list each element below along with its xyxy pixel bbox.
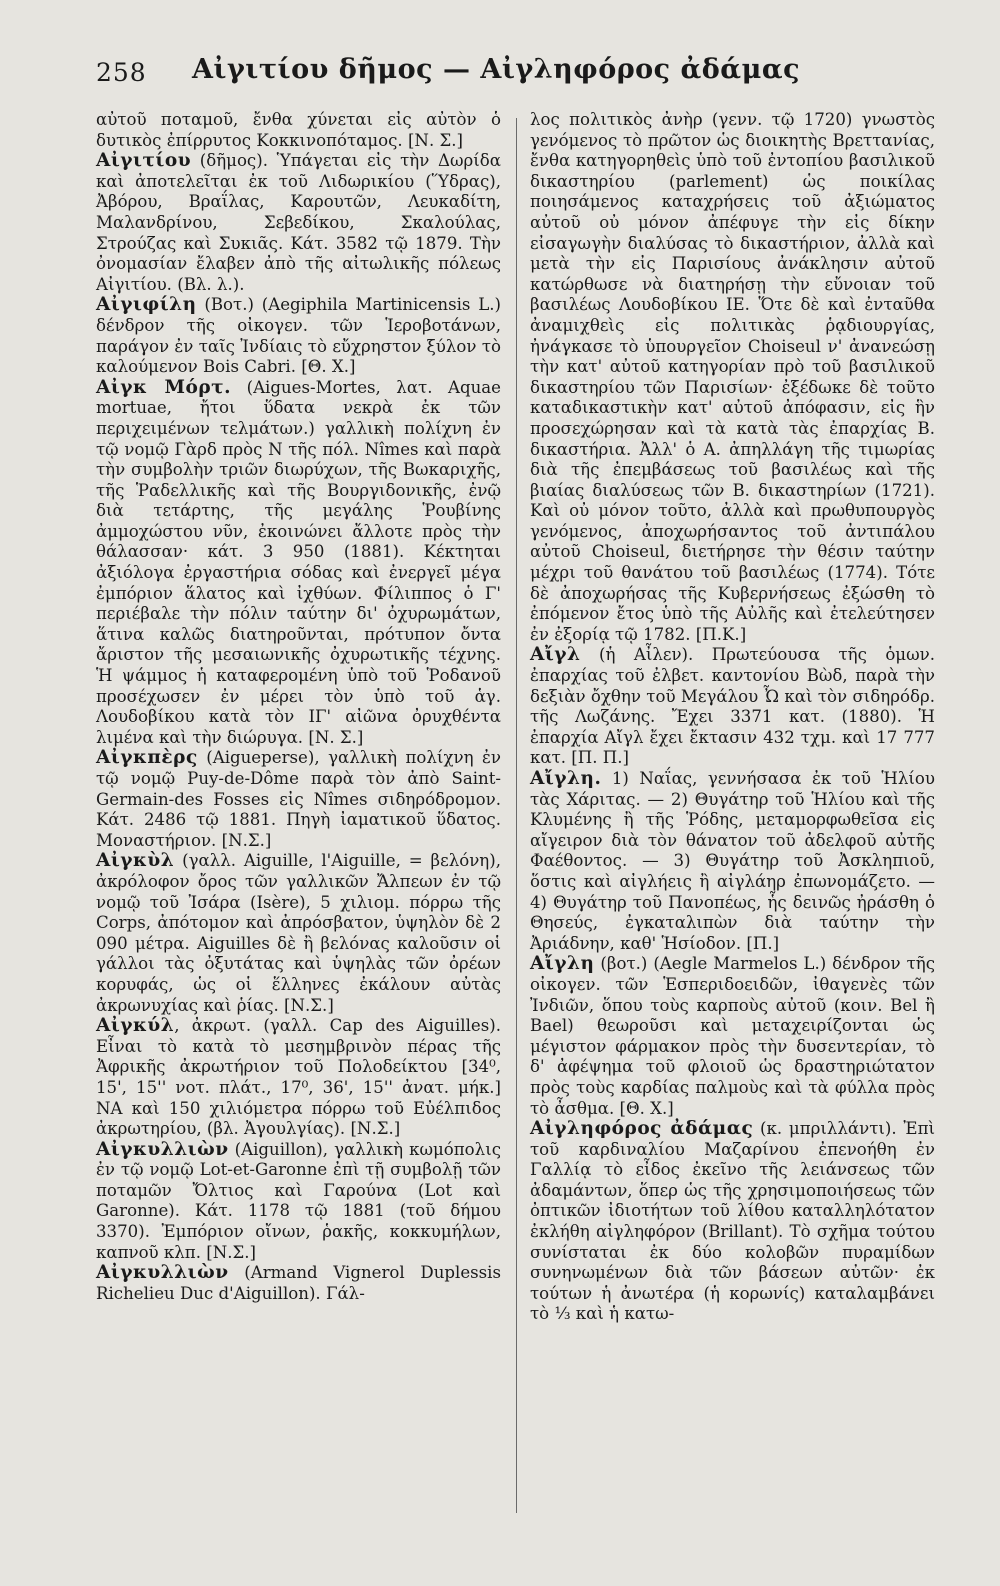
entry-lemma: Αἰγκυλλιὼν	[96, 1262, 229, 1284]
text-columns	[96, 110, 935, 1560]
entry-continuation-potamos	[96, 110, 501, 151]
entry-aigkyl-mountain	[96, 851, 501, 1016]
entry-lemma: Αἰγκπὲρς	[96, 747, 198, 769]
left-column	[96, 110, 501, 1304]
entry-text: (κ. μπριλλάντι). Ἐπὶ τοῦ καρδιναλίου Μαζαρίνου ἐπενοήθη ἐν Γαλλίᾳ τὸ εἶδος ἐκεῖνο τῆς λειάνσεως τῶν ἀδαμάντων, ὅπερ ὡς τῆς χρησιμοποιήσεως τῶν ὀπτικῶν ἰδιοτήτων τοῦ λίθου καταλληλότατον ἐκλήθη αἰγληφόρον (Brillant). Τὸ σχῆμα τούτου συνίσταται ἐκ δύο κολοβῶν πυραμίδων συνηνωμένων διὰ τῶν βάσεων αὐτῶν· ἐκ τούτων ἡ ἀνωτέρα (ἡ κορωνίς) καταλαμβάνει τὸ ⅓ καὶ ἡ κατω-	[530, 1119, 935, 1324]
entry-text: (Βοτ.) (Aegiphila Martinicensis L.) δένδρον τῆς οἰκογεν. τῶν Ἱεροβοτάνων, παράγον ἐν ταῖς Ἰνδίαις τὸ εὔχρηστον ξύλον τὸ καλούμενον Bois Cabri. [Θ. Χ.]	[96, 295, 501, 377]
entry-text: 1) Ναΐας, γεννήσασα ἐκ τοῦ Ἡλίου τὰς Χάριτας. — 2) Θυγάτηρ τοῦ Ἡλίου καὶ τῆς Κλυμένης ἢ τῆς Ῥόδης, μεταμορφωθεῖσα εἰς αἴγειρον διὰ τὸν θάνατον τοῦ ἀδελφοῦ αὐτῆς Φαέθοντος. — 3) Θυγάτηρ τοῦ Ἀσκληπιοῦ, ὅστις καὶ αἰγλήεις ἢ αἰγλάηρ ἐπωνομάζετο. — 4) Θυγάτηρ τοῦ Πανοπέως, ἧς δεινῶς ἠράσθη ὁ Θησεύς, ἐγκαταλιπὼν διὰ ταύτην τὴν Ἀριάδνην, καθ' Ἡσίοδον. [Π.]	[530, 769, 935, 953]
entry-lemma: Αἰγληφόρος ἀδάμας	[530, 1118, 754, 1140]
entry-lemma: Αἴγλ	[530, 644, 581, 666]
entry-lemma: Αἰγκύλ	[96, 1015, 175, 1037]
entry-aigifile	[96, 295, 501, 377]
running-title: Αἰγιτίου δῆμος — Αἰγληφόρος ἀδάμας	[191, 54, 801, 85]
entry-text: (Aigueperse), γαλλικὴ πολίχνη ἐν τῷ νομῷ Puy-de-Dôme παρὰ τὸν ἀπὸ Saint-Germain-des Fosses εἰς Nîmes σιδηρόδρομον. Κάτ. 2486 τῷ 1881. Πηγὴ ἰαματικοῦ ὕδατος. Μοναστήριον. [Ν.Σ.]	[96, 748, 501, 850]
entry-lemma: Αἰγιφίλη	[96, 294, 197, 316]
entry-lemma: Αἴγλη	[530, 953, 595, 975]
entry-aigkyl-cape	[96, 1016, 501, 1140]
entry-aigl-town	[530, 645, 935, 769]
page-header	[96, 52, 896, 98]
entry-aiglephoros-adamas	[530, 1119, 935, 1325]
entry-text: (βοτ.) (Aegle Marmelos L.) δένδρον τῆς οἰκογεν. τῶν Ἑσπεριδοειδῶν, ἰθαγενὲς τῶν Ἰνδιῶν, ὅπου τοὺς καρποὺς αὐτοῦ (κοιν. Bel ἢ Bael) θεωροῦσι καὶ μεταχειρίζονται ὡς μέγιστον φάρμακον πρὸς τὴν δυσεντερίαν, τὸ δ' ἀφέψημα τοῦ φλοιοῦ ὡς δραστηριώτατον πρὸς τοὺς καρδίας παλμοὺς καὶ τὰ φύλλα πρὸς τὸ ἆσθμα. [Θ. Χ.]	[530, 954, 935, 1118]
entry-text: (ἡ Αἶλεν). Πρωτεύουσα τῆς ὁμων. ἐπαρχίας τοῦ ἐλβετ. καντονίου Βὼδ, παρὰ τὴν δεξιὰν ὄχθην τοῦ Μεγάλου Ὦ καὶ τὸν σιδηρόδρ. τῆς Λωζάνης. Ἔχει 3371 κατ. (1880). Ἡ ἐπαρχία Αἴγλ ἔχει ἔκτασιν 432 τχμ. καὶ 17 777 κατ. [Π. Π.]	[530, 645, 935, 768]
entry-lemma: Αἰγκ Μόρτ.	[96, 376, 232, 398]
entry-text: λος πολιτικὸς ἀνὴρ (γενν. τῷ 1720) γνωστὸς γενόμενος τὸ πρῶτον ὡς διοικητὴς Βρεττανίας, ἔνθα κατηγορηθεὶς ὑπὸ τοῦ ἐντοπίου βασιλικοῦ δικαστηρίου (parlement) ὡς ποικίλας ποιησάμενος καταχρήσεις τοῦ ἀξιώματος αὐτοῦ οὐ μόνον ἀπέφυγε τὴν εἰς δίκην εἰσαγωγὴν διαλύσας τὸ δικαστήριον, ἀλλὰ καὶ μετὰ τὴν εἰς Παρισίους ἀνάκλησιν αὐτοῦ κατώρθωσε νὰ διατηρήσῃ τὴν εὔνοιαν τοῦ βασιλέως Λουδοβίκου ΙΕ. Ὅτε δὲ καὶ ἐνταῦθα ἀναμιχθεὶς εἰς πολιτικὰς ῥᾳδιουργίας, ἠνάγκασε τὸ ὑπουργεῖον Choiseul ν' ἀνανεώσῃ τὴν κατ' αὐτοῦ κατηγορίαν πρὸ τοῦ βασιλικοῦ δικαστηρίου τῶν Παρισίων· ἐξέδωκε δὲ τοῦτο καταδικαστικὴν κατ' αὐτοῦ ἀπόφασιν, εἰς ἣν προσεχώρησαν καὶ τὰ κατὰ τὰς ἐπαρχίας Β. δικαστήρια. Ἀλλ' ὁ Α. ἀπηλλάγη τῆς τιμωρίας διὰ τῆς ἐπεμβάσεως τοῦ βασιλέως καὶ τῆς βιαίας διαλύσεως τῶν Β. δικαστηρίων (1721). Καὶ οὐ μόνον τοῦτο, ἀλλὰ καὶ πρωθυπουργὸς γενόμενος, ἀποχωρήσαντος τοῦ ἀντιπάλου αὐτοῦ Choiseul, διετήρησε τὴν θέσιν ταύτην μέχρι τοῦ θανάτου τοῦ βασιλέως (1774). Τότε δὲ ἀποχωρήσας τῆς Κυβερνήσεως ἐξώσθη τὸ ἐπόμενον ἔτος ὑπὸ τῆς Αὐλῆς καὶ ἐτελεύτησεν ἐν ἐξορίᾳ τῷ 1782. [Π.Κ.]	[530, 110, 935, 644]
entry-continuation-duke	[530, 110, 935, 645]
entry-text: (δῆμος). Ὑπάγεται εἰς τὴν Δωρίδα καὶ ἀποτελεῖται ἐκ τοῦ Λιδωρικίου (Ὕδρας), Ἀβόρου, Βραΐλας, Καρουτῶν, Λευκαδίτη, Μαλανδρίνου, Σεβεδίκου, Σκαλούλας, Στρούζας καὶ Συκιᾶς. Κάτ. 3582 τῷ 1879. Τὴν ὀνομασίαν ἔλαβεν ἀπὸ τῆς αἰτωλικῆς πόλεως Αἰγιτίου. (Βλ. λ.).	[96, 151, 501, 294]
entry-text: (Aiguillon), γαλλικὴ κωμόπολις ἐν τῷ νομῷ Lot-et-Garonne ἐπὶ τῇ συμβολῇ τῶν ποταμῶν Ὄλτιος καὶ Γαρούνα (Lot καὶ Garonne). Κάτ. 1178 τῷ 1881 (τοῦ δήμου 3370). Ἐμπόριον οἴνων, ῥακῆς, κοκκυμήλων, καπνοῦ κλπ. [Ν.Σ.]	[96, 1139, 501, 1262]
entry-text: (γαλλ. Aiguille, l'Aiguille, = βελόνη), ἀκρόλοφον ὄρος τῶν γαλλικῶν Ἄλπεων ἐν τῷ νομῷ τοῦ Ἰσάρα (Isère), 5 χιλιομ. πόρρω τῆς Corps, ἀπότομον καὶ ἀπρόσβατον, ὑψηλὸν δὲ 2 090 μέτρα. Aiguilles δὲ ἢ βελόνας καλοῦσιν οἱ γάλλοι τὰς ὀξυτάτας καὶ ὑψηλὰς τῶν ὀρέων κορυφάς, ὡς οἱ ἕλληνες ἐκάλουν αὐτὰς ἀκρωνυχίας καὶ ῥίας. [Ν.Σ.]	[96, 851, 502, 1015]
entry-aigkpers	[96, 748, 501, 851]
entry-aigle-botany	[530, 954, 935, 1119]
entry-lemma: Αἰγκυλλιὼν	[96, 1138, 229, 1160]
entry-aigle-myth	[530, 769, 935, 954]
entry-lemma: Αἰγιτίου	[96, 150, 192, 172]
entry-text: , ἀκρωτ. (γαλλ. Cap des Aiguilles). Εἶναι τὸ κατὰ τὸ μεσημβρινὸν πέρας τῆς Ἀφρικῆς ἀκρωτήριον τοῦ Πολοδείκτου [34⁰, 15', 15'' νοτ. πλάτ., 17⁰, 36', 15'' ἀνατ. μήκ.] ΝΑ καὶ 150 χιλιόμετρα πόρρω τοῦ Εὐέλπιδος ἀκρωτηρίου, (βλ. Ἀγουλγίας). [Ν.Σ.]	[96, 1016, 501, 1139]
entry-text: (Aigues-Mortes, λατ. Aquae mortuae, ἤτοι ὕδατα νεκρὰ ἐκ τῶν περιχειμένων τελμάτων.) γαλλικὴ πολίχνη ἐν τῷ νομῷ Γὰρδ πρὸς Ν τῆς πόλ. Nîmes καὶ παρὰ τὴν συμβολὴν τριῶν διωρύχων, τῆς Βωκαριχῆς, τῆς Ῥαδελλικῆς καὶ τῆς Βουργιδονικῆς, ἐνῷ διὰ τετάρτης, τῆς μεγάλης Ῥουβίνης ἀμμοχώστου νῦν, ἐκοινώνει ἄλλοτε πρὸς τὴν θάλασσαν· κάτ. 3 950 (1881). Κέκτηται ἀξιόλογα ἐργαστήρια σόδας καὶ ἐνεργεῖ μέγα ἐμπόριον ἅλατος καὶ ἰχθύων. Φίλιππος ὁ Γ' περιέβαλε τὴν πόλιν ταύτην δι' ὀχυρωμάτων, ἅτινα καλῶς διατηροῦνται, πρότυπον ὄντα ἄριστον τῆς μεσαιωνικῆς ὀχυρωτικῆς τέχνης. Ἡ ψάμμος ἡ καταφερομένη ὑπὸ τοῦ Ῥοδανοῦ προσέχωσεν ἐν μέρει τὸν ὑπὸ τοῦ ἁγ. Λουδοβίκου κατὰ τὸν ΙΓ' αἰῶνα ὀρυχθέντα λιμένα καὶ τὴν διώρυγα. [Ν. Σ.]	[96, 377, 501, 747]
entry-text: αὐτοῦ ποταμοῦ, ἔνθα χύνεται εἰς αὐτὸν ὁ δυτικὸς ἐπίρρυτος Κοκκινοπόταμος. [Ν. Σ.]	[96, 110, 501, 150]
entry-aigkyllion-town	[96, 1140, 501, 1264]
entry-aigkyllion-duke	[96, 1263, 501, 1304]
entry-lemma: Αἴγλη.	[530, 768, 602, 789]
right-column	[530, 110, 935, 1325]
page-number: 258	[96, 58, 147, 87]
entry-text: (Armand Vignerol Duplessis Richelieu Duc d'Aiguillon). Γάλ-	[96, 1263, 501, 1303]
entry-aigk-mort	[96, 378, 501, 749]
column-divider	[516, 118, 517, 1513]
entry-aigitiou	[96, 151, 501, 295]
entry-lemma: Αἰγκὺλ	[96, 850, 175, 872]
